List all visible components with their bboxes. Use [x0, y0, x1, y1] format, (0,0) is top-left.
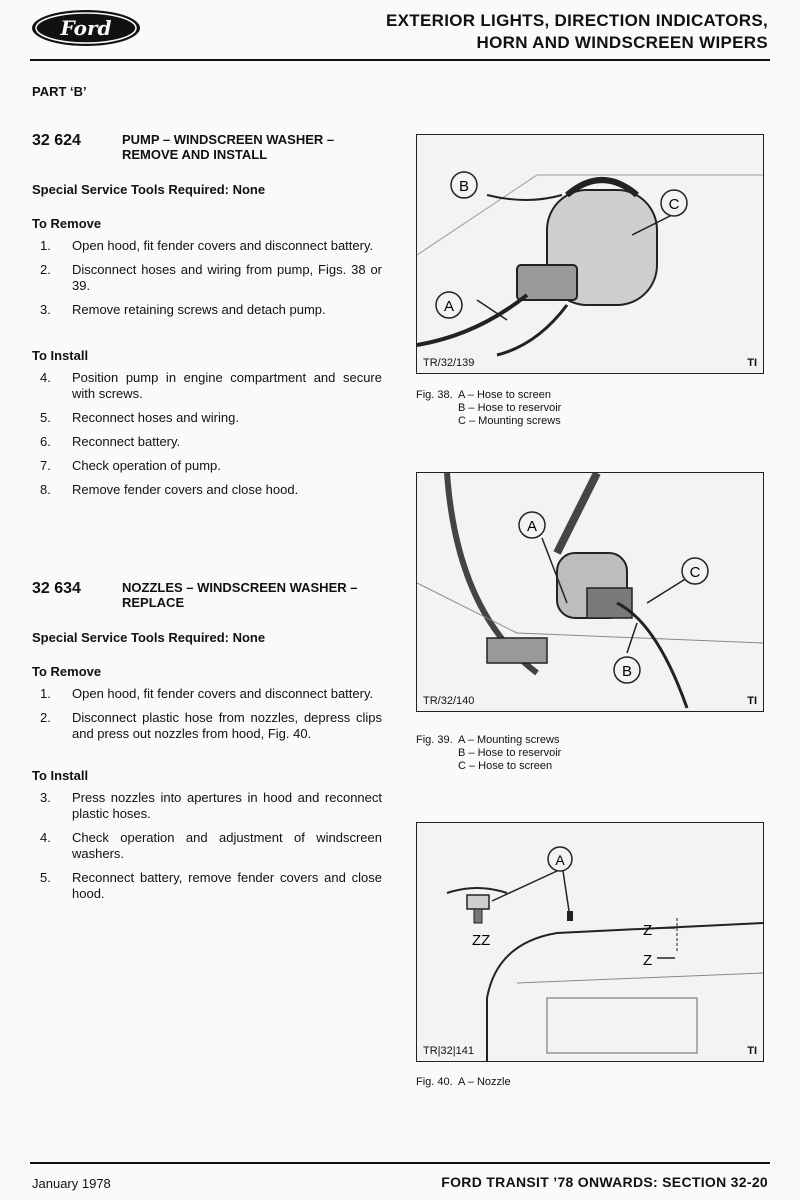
install-steps — [32, 790, 382, 902]
callout-z-lower: Z — [643, 952, 653, 969]
step-text: Reconnect battery. — [72, 434, 181, 449]
callout-b: B — [621, 663, 633, 680]
figure-mark: TI — [747, 1045, 757, 1057]
figure-mark: TI — [747, 357, 757, 369]
section-number: 32 624 — [32, 132, 81, 149]
step-text: Open hood, fit fender covers and disconnect battery. — [72, 238, 374, 253]
header-divider — [30, 59, 770, 61]
step-number: 3. — [40, 790, 51, 805]
page-header-title — [328, 10, 768, 54]
caption-item: B – Hose to reservoir — [458, 747, 562, 759]
step-item — [32, 238, 382, 254]
header-title-line-2: HORN AND WINDSCREEN WIPERS — [476, 33, 768, 52]
pump-illustration — [417, 135, 763, 373]
step-number: 2. — [40, 262, 51, 277]
callout-z-upper: Z — [643, 922, 653, 939]
step-item — [32, 262, 382, 294]
step-item — [32, 870, 382, 902]
remove-steps — [32, 686, 382, 742]
footer-date: January 1978 — [32, 1176, 111, 1191]
step-item — [32, 458, 382, 474]
step-number: 3. — [40, 302, 51, 317]
step-text: Check operation of pump. — [72, 458, 221, 473]
logo-wordmark: Ford — [60, 16, 112, 40]
footer-publication: FORD TRANSIT ’78 ONWARDS: SECTION 32-20 — [441, 1174, 768, 1190]
step-text: Disconnect hoses and wiring from pump, Figs. 38 or 39. — [72, 262, 382, 293]
step-number: 1. — [40, 686, 51, 701]
step-item — [32, 790, 382, 822]
section-heading — [32, 580, 382, 610]
callout-b: B — [458, 178, 470, 195]
step-item — [32, 482, 382, 498]
step-item — [32, 710, 382, 742]
step-text: Position pump in engine compartment and secure with screws. — [72, 370, 382, 401]
callout-a: A — [555, 852, 565, 868]
step-item — [32, 302, 382, 318]
callout-a: A — [443, 298, 455, 315]
step-text: Reconnect hoses and wiring. — [72, 410, 239, 425]
figure-mark: TI — [747, 695, 757, 707]
caption-item: A – Mounting screws — [458, 734, 560, 746]
caption-label: Fig. 38. — [416, 389, 453, 401]
install-steps — [32, 370, 382, 498]
remove-heading: To Remove — [32, 664, 102, 679]
figure-38-caption — [416, 389, 561, 428]
remove-steps — [32, 238, 382, 318]
figure-reference: TR/32/140 — [423, 695, 475, 707]
step-number: 4. — [40, 830, 51, 845]
section-number: 32 634 — [32, 580, 81, 597]
special-tools-note: Special Service Tools Required: None — [32, 630, 266, 645]
figure-40-nozzle — [416, 822, 764, 1062]
caption-item: C – Mounting screws — [458, 415, 561, 427]
callout-c: C — [689, 564, 701, 581]
step-text: Remove fender covers and close hood. — [72, 482, 299, 497]
caption-label: Fig. 40. — [416, 1076, 453, 1088]
ford-logo — [30, 8, 142, 48]
special-tools-note: Special Service Tools Required: None — [32, 182, 266, 197]
step-text: Disconnect plastic hose from nozzles, depress clips and press out nozzles from hood, Fig. 40. — [72, 710, 382, 741]
pump-installed-illustration — [417, 473, 763, 711]
section-nozzles — [32, 580, 382, 902]
footer-divider — [30, 1162, 770, 1164]
section-pump — [32, 132, 382, 498]
caption-item: B – Hose to reservoir — [458, 402, 562, 414]
caption-item: A – Nozzle — [458, 1076, 511, 1088]
step-item — [32, 434, 382, 450]
figure-40-caption — [416, 1076, 511, 1089]
step-item — [32, 370, 382, 402]
caption-item: A – Hose to screen — [458, 389, 551, 401]
figure-38-pump — [416, 134, 764, 374]
section-title: PUMP – WINDSCREEN WASHER – REMOVE AND INSTALL — [122, 132, 335, 162]
step-item — [32, 686, 382, 702]
remove-heading: To Remove — [32, 216, 102, 231]
callout-a: A — [526, 518, 538, 535]
part-label: PART ‘B’ — [32, 84, 87, 99]
caption-label: Fig. 39. — [416, 734, 453, 746]
step-number: 7. — [40, 458, 51, 473]
step-item — [32, 830, 382, 862]
step-text: Remove retaining screws and detach pump. — [72, 302, 326, 317]
step-number: 6. — [40, 434, 51, 449]
step-number: 1. — [40, 238, 51, 253]
callout-c: C — [668, 196, 680, 213]
figure-reference: TR/32/139 — [423, 357, 475, 369]
install-heading: To Install — [32, 768, 89, 783]
install-heading: To Install — [32, 348, 89, 363]
step-text: Check operation and adjustment of windscreen washers. — [72, 830, 382, 861]
figure-39-caption — [416, 734, 561, 773]
step-text: Open hood, fit fender covers and disconnect battery. — [72, 686, 374, 701]
step-item — [32, 410, 382, 426]
step-number: 4. — [40, 370, 51, 385]
section-title: NOZZLES – WINDSCREEN WASHER – REPLACE — [122, 580, 358, 610]
callout-zz: ZZ — [472, 932, 491, 949]
step-number: 5. — [40, 410, 51, 425]
step-text: Press nozzles into apertures in hood and reconnect plastic hoses. — [72, 790, 382, 821]
instructions-column — [32, 132, 382, 910]
figure-39-pump — [416, 472, 764, 712]
nozzle-illustration — [417, 823, 763, 1061]
step-number: 2. — [40, 710, 51, 725]
figure-reference: TR|32|141 — [423, 1045, 474, 1057]
step-number: 8. — [40, 482, 51, 497]
step-text: Reconnect battery, remove fender covers and close hood. — [72, 870, 382, 901]
step-number: 5. — [40, 870, 51, 885]
section-heading — [32, 132, 382, 162]
caption-item: C – Hose to screen — [458, 760, 553, 772]
header-title-line-1: EXTERIOR LIGHTS, DIRECTION INDICATORS, — [386, 11, 768, 30]
